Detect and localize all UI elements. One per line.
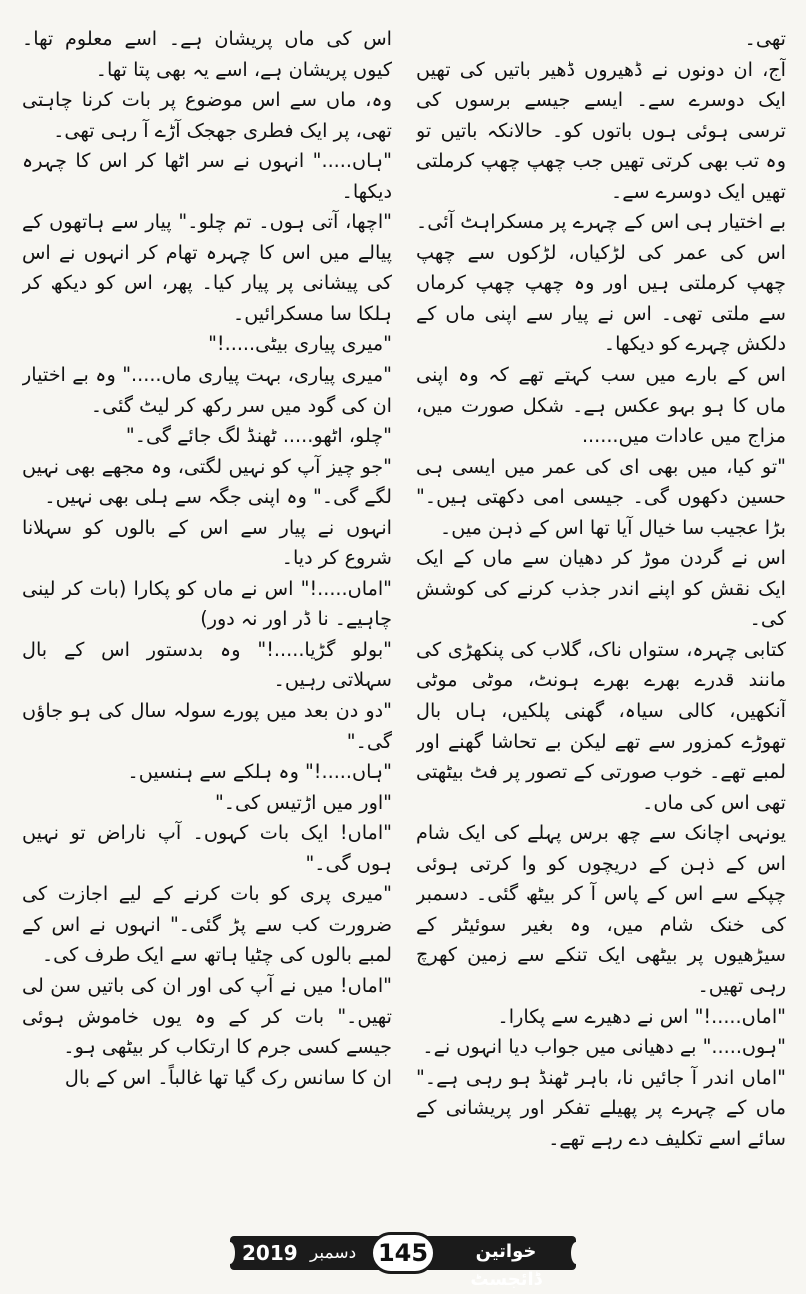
left-column	[22, 24, 392, 1219]
paragraph: کتابی چہرہ، ستواں ناک، گلاب کی پنکھڑی کی مانند قدرے بھرے بھرے ہونٹ، موٹی موٹی آنکھیں، کالی سیاہ، گھنی پلکیں، ہاں بال تھوڑے کمزور سے تھے لیکن بے تحاشا گھنے اور لمبے تھے۔ خوب صورتی کے تصور پر فٹ بیٹھتی تھی اس کی ماں۔	[416, 637, 786, 814]
paragraph: "تو کیا، میں بھی ای کی عمر میں ایسی ہی حسین دکھوں گی۔ جیسی امی دکھتی ہیں۔" بڑا عجیب سا خیال آیا تھا اس کے ذہن میں۔	[416, 454, 786, 539]
paragraph: "اماں! میں نے آپ کی اور ان کی باتیں سن لی تھیں۔" بات کر کے وہ یوں خاموش ہوئی جیسے کسی جرم کا ارتکاب کر بیٹھی ہو۔	[22, 973, 392, 1059]
right-column	[416, 24, 786, 1219]
paragraph: "میری پیاری، بہت پیاری ماں....." وہ بے اختیار ان کی گود میں سر رکھ کر لیٹ گئی۔	[22, 363, 392, 417]
paragraph: "ہاں....." انہوں نے سر اٹھا کر اس کا چہرہ دیکھا۔	[22, 149, 392, 203]
paragraph: "اور میں اڑتیس کی۔"	[214, 790, 392, 814]
paragraph: "میری پیاری بیٹی.....!"	[208, 332, 392, 356]
footer-year: 2019	[242, 1241, 298, 1265]
paragraph: اس کے بارے میں سب کہتے تھے کہ وہ اپنی ماں کا ہو بہو عکس ہے۔ شکل صورت میں، مزاج میں عادات میں......	[416, 363, 786, 448]
magazine-name: خواتین ڈائجسٹ	[470, 1241, 542, 1290]
paragraph: "اماں اندر آ جائیں نا، باہر ٹھنڈ ہو رہی ہے۔" ماں کے چہرے پر پھیلے تفکر اور پریشانی کے سائے اسے تکلیف دے رہے تھے۔	[416, 1065, 786, 1150]
paragraph: "چلو، اٹھو..... ٹھنڈ لگ جائے گی۔"	[125, 424, 392, 448]
paragraph: بے اختیار ہی اس کے چہرے پر مسکراہٹ آئی۔ اس کی عمر کی لڑکیاں، لڑکوں سے چھپ چھپ کرملتی ہیں اور وہ چھپ چھپ کرماں سے ملتی تھی۔ اس نے پیار سے اپنی ماں کے دلکش چہرے کو دیکھا۔	[416, 210, 786, 356]
paragraph: یونہی اچانک سے چھ برس پہلے کی ایک شام اس کے ذہن کے دریچوں کو وا کرتی ہوئی چپکے سے اس کے پاس آ کر بیٹھ گئی۔ دسمبر کی خنک شام میں، وہ بغیر سوئیٹر کے سیڑھیوں پر بیٹھی ایک تنکے سے زمین کھرچ رہی تھیں۔	[416, 821, 786, 997]
paragraph: "دو دن بعد میں پورے سولہ سال کی ہو جاؤں گی۔"	[22, 699, 392, 753]
paragraph: تھی۔	[744, 27, 786, 50]
paragraph: "جو چیز آپ کو نہیں لگتی، وہ مجھے بھی نہیں لگے گی۔" وہ اپنی جگہ سے ہلی بھی نہیں۔	[22, 454, 392, 509]
column-divider	[400, 30, 401, 1210]
paragraph: آج، ان دونوں نے ڈھیروں ڈھیر باتیں کی تھیں ایک دوسرے سے۔ ایسے جیسے برسوں کی ترسی ہوئی ہوں باتوں کو۔ حالانکہ باتیں تو وہ تب بھی کرتی تھیں جب چھپ چھپ کرملتی تھیں ایک دوسرے سے۔	[416, 57, 786, 203]
paragraph: انہوں نے پیار سے اس کے بالوں کو سہلانا شروع کر دیا۔	[22, 515, 392, 570]
paragraph: وہ، ماں سے اس موضوع پر بات کرنا چاہتی تھی، پر ایک فطری جھجک آڑے آ رہی تھی۔	[22, 88, 392, 142]
paragraph: "اماں.....!" اس نے دھیرے سے پکارا۔	[497, 1004, 786, 1028]
paragraph: "اچھا، آتی ہوں۔ تم چلو۔" پیار سے ہاتھوں کے پیالے میں اس کا چہرہ تھام کر انہوں نے اس کی پیشانی پر پیار کیا۔ پھر، اس کو دیکھ کر ہلکا سا مسکرائیں۔	[22, 210, 392, 325]
paragraph: اس نے گردن موڑ کر دھیان سے ماں کے ایک ایک نقش کو اپنے اندر جذب کرنے کی کوشش کی۔	[416, 546, 786, 631]
page-footer	[230, 1232, 576, 1290]
paragraph: ان کا سانس رک گیا تھا غالباً۔ اس کے بال	[64, 1065, 392, 1089]
footer-month: دسمبر	[310, 1243, 357, 1263]
paragraph: "اماں.....!" اس نے ماں کو پکارا (بات کر لینی چاہیے۔ نا ڈر اور نہ دور)	[22, 576, 392, 631]
paragraph: "ہاں.....!" وہ ہلکے سے ہنسیں۔	[127, 760, 392, 784]
paragraph: "بولو گڑیا.....!" وہ بدستور اس کے بال سہلاتی رہیں۔	[22, 637, 392, 692]
paragraph: "میری پری کو بات کرنے کے لیے اجازت کی ضرورت کب سے پڑ گئی۔" انہوں نے اس کے لمبے بالوں کی چٹیا ہاتھ سے ایک طرف کی۔	[22, 882, 392, 967]
paragraph: اس کی ماں پریشان ہے۔ اسے معلوم تھا۔ کیوں پریشان ہے، اسے یہ بھی پتا تھا۔	[22, 27, 392, 81]
paragraph: "اماں! ایک بات کہوں۔ آپ ناراض تو نہیں ہوں گی۔"	[22, 821, 392, 875]
page-number: 145	[370, 1232, 436, 1274]
paragraph: "ہوں....." بے دھیانی میں جواب دیا انہوں نے۔	[422, 1035, 786, 1059]
